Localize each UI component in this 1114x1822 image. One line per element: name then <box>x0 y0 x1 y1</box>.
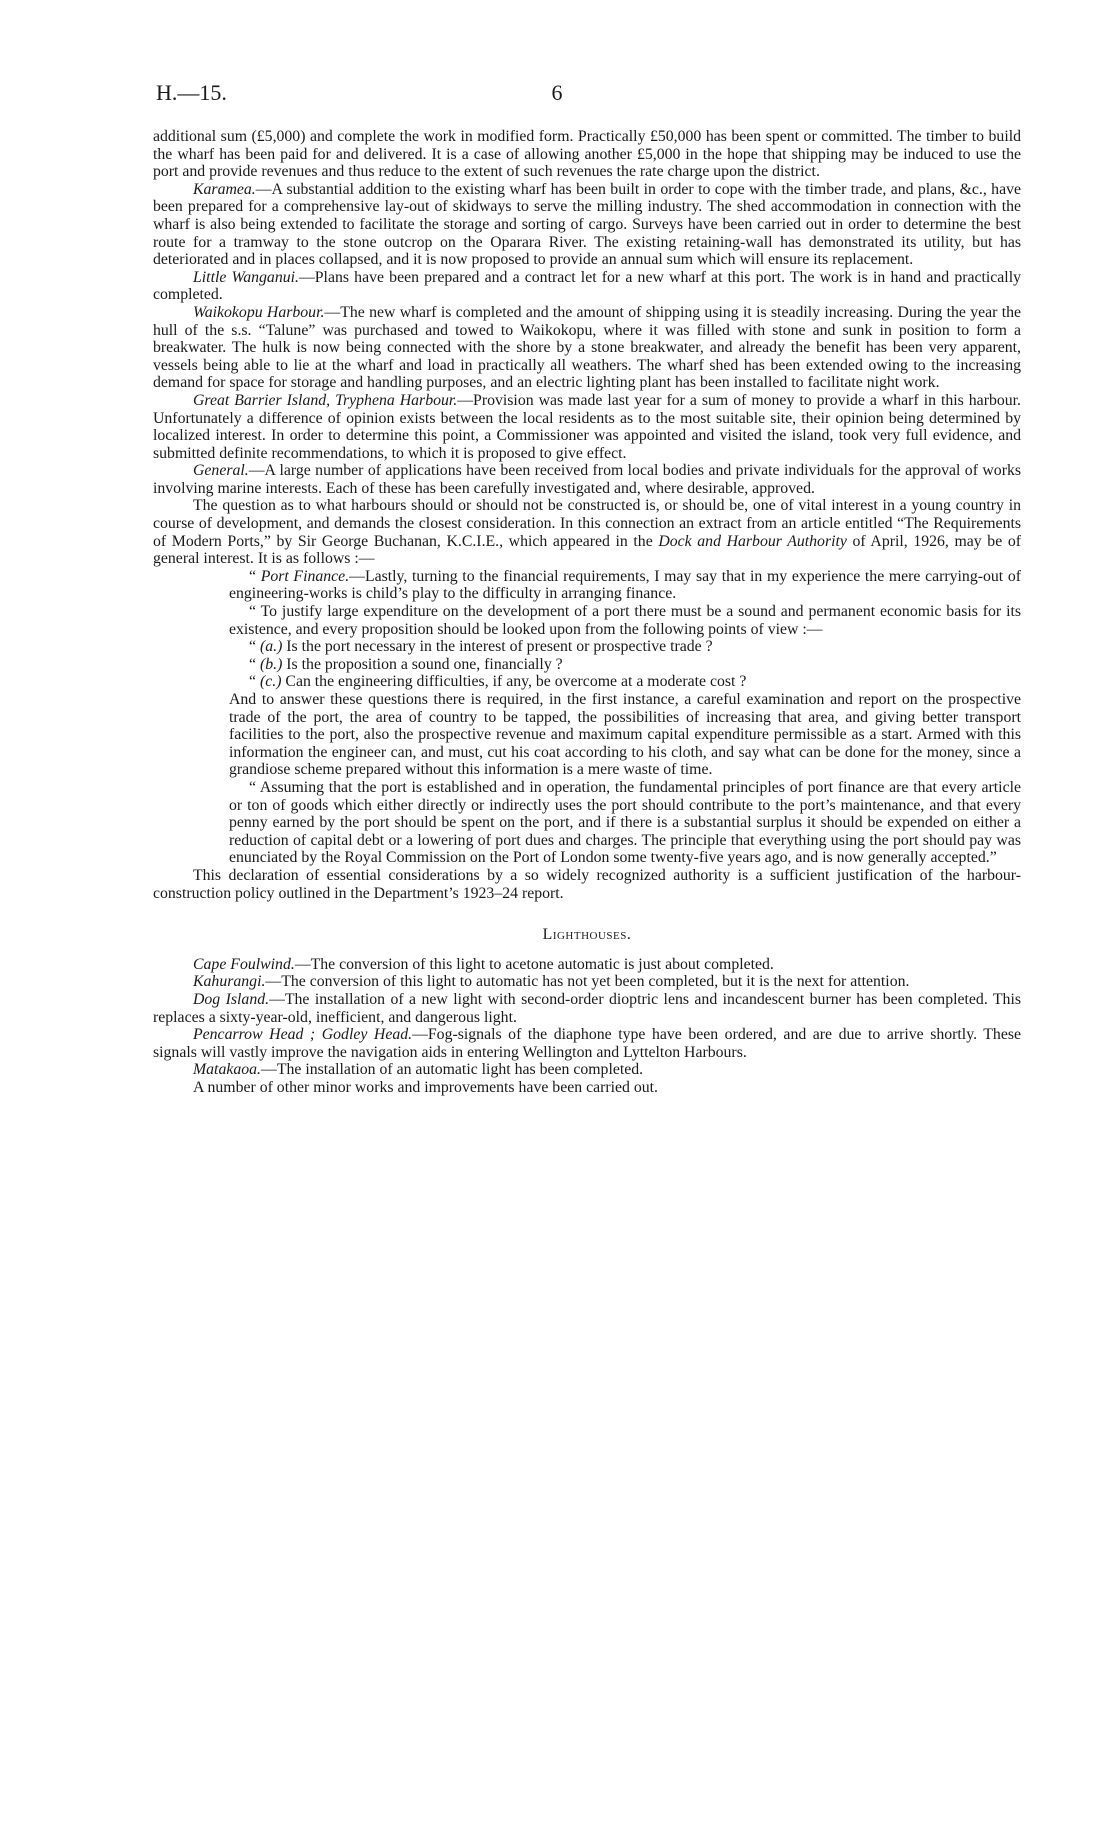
item-label: (a.) <box>259 638 283 656</box>
paragraph-title: Waikokopu Harbour. <box>193 303 325 321</box>
paragraph-text: —Plans have been prepared and a contract let for a new wharf at this port. The work is in hand and practically completed. <box>153 268 1021 304</box>
page-body <box>153 128 1021 1096</box>
paragraph-general <box>153 462 1021 497</box>
entry-text: —The conversion of this light to automatic has not yet been completed, but it is the next for attention. <box>265 973 910 991</box>
quote-item: “ (c.) Can the engineering difficulties, if any, be overcome at a moderate cost ? <box>249 673 747 691</box>
lighthouse-entry <box>153 956 1021 974</box>
section-heading: Lighthouses. <box>542 926 632 944</box>
entry-text: —The installation of an automatic light has been completed. <box>261 1061 644 1079</box>
paragraph-karamea <box>153 181 1021 269</box>
closing-paragraph: A number of other minor works and improvements have been carried out. <box>193 1078 658 1096</box>
paragraph-title: Little Wanganui. <box>193 268 299 286</box>
paragraph-little-wanganui <box>153 269 1021 304</box>
quote-title: Port Finance. <box>260 567 350 585</box>
paragraph-text: —Provision was made last year for a sum of money to provide a wharf in this harbour. Unfortunately a difference of opinion exists between the local residents as to the most suitable site, their opinion being determined by localized interest. In order to determine this point, a Commissioner was appointed and visited the island, took very full evidence, and submitted definite recommendations, to which it is proposed to give effect. <box>153 391 1021 462</box>
lighthouse-entry <box>153 991 1021 1026</box>
paragraph-title: Karamea. <box>193 180 256 198</box>
quote-item: “ (b.) Is the proposition a sound one, financially ? <box>249 655 563 673</box>
document-reference: H.—15. <box>156 80 227 105</box>
paragraph-text: —A substantial addition to the existing wharf has been built in order to cope with the timber trade, and plans, &c., have been prepared for a comprehensive lay-out of skidways to serve the milling industry. The shed accommodation in connection with the wharf is also being extended to facilitate the storage and sorting of cargo. Surveys have been carried out in order to determine the best route for a tramway to the stone outcrop on the Oparara River. The existing retaining-wall has demonstrated its utility, but has deteriorated and in places collapsed, and it is now proposed to provide an annual sum which will ensure its replacement. <box>153 180 1021 269</box>
intro-before: The question as to what harbours should or should not be constructed is, or should be, one of vital interest in a young country in course of development, and demands the closest consideration. In this connection an extract from an article entitled “The Requirements of Modern Ports,” by Sir George Buchanan, K.C.I.E., which appeared in the <box>153 497 1021 550</box>
item-text: Is the proposition a sound one, financially ? <box>282 655 563 673</box>
paragraph-continued: additional sum (£5,000) and complete the work in modified form. Practically £50,000 has been spent or committed. The timber to build the wharf has been paid for and delivered. It is a case of allowing another £5,000 in the hope that shipping may be induced to use the port and provide revenues and thus reduce to the extent of such revenues the rate charge upon the district. <box>153 128 1021 181</box>
lighthouse-entry <box>153 1026 1021 1061</box>
paragraph-waikokopu <box>153 304 1021 392</box>
entry-title: Pencarrow Head ; Godley Head. <box>193 1026 413 1044</box>
page-number: 6 <box>551 80 563 105</box>
quote-item: “ (a.) Is the port necessary in the interest of present or prospective trade ? <box>249 638 713 656</box>
paragraph-intro <box>153 497 1021 567</box>
item-text: Can the engineering difficulties, if any, be overcome at a moderate cost ? <box>281 673 747 691</box>
paragraph-great-barrier <box>153 392 1021 462</box>
quote-text: —Lastly, turning to the financial requirements, I may say that in my experience the mere carrying-out of engineering-works is child’s play to the difficulty in arranging finance. <box>229 567 1021 603</box>
entry-text: —The conversion of this light to acetone automatic is just about completed. <box>294 955 774 973</box>
paragraph-text: —The new wharf is completed and the amount of shipping using it is steadily increasing. During the year the hull of the s.s. “Talune” was purchased and towed to Waikokopu, where it was filled with stone and sunk in position to form a breakwater. The hulk is now being connected with the shore by a stone breakwater, and already the benefit has been very apparent, vessels being able to lie at the wharf and load in practically all weathers. The wharf shed has been extended owing to the increasing demand for space for storage and handling purposes, and an electric lighting plant has been installed to facilitate night work. <box>153 303 1021 392</box>
lighthouse-entry <box>153 973 1021 991</box>
quote-paragraph: “ To justify large expenditure on the development of a port there must be a sound and permanent economic basis for its existence, and every proposition should be looked upon from the following points of view :— <box>229 603 1021 638</box>
quote-paragraph: “ Port Finance.—Lastly, turning to the financial requirements, I may say that in my experience the mere carrying-out of engineering-works is child’s play to the difficulty in arranging finance. <box>229 567 1021 603</box>
block-quote <box>229 568 1021 867</box>
paragraph-title: Great Barrier Island, Tryphena Harbour. <box>193 391 458 409</box>
entry-title: Kahurangi. <box>193 973 266 991</box>
paragraph-text: —A large number of applications have been received from local bodies and private individuals for the approval of works involving marine interests. Each of these has been carefully investigated and, where desirable, approved. <box>153 462 1021 497</box>
lighthouse-entry <box>153 1061 1021 1079</box>
item-label: (b.) <box>259 655 283 673</box>
intro-after: of April, 1926, may be of general interest. It is as follows :— <box>153 532 1021 568</box>
item-label: (c.) <box>259 673 282 691</box>
entry-text: —Fog-signals of the diaphone type have been ordered, and are due to arrive shortly. These signals will vastly improve the navigation aids in entering Wellington and Lyttelton Harbours. <box>153 1026 1022 1061</box>
entry-title: Dog Island. <box>193 990 270 1008</box>
item-text: Is the port necessary in the interest of present or prospective trade ? <box>282 638 713 656</box>
journal-title: Dock and Harbour Authority <box>658 532 847 550</box>
entry-title: Cape Foulwind. <box>193 955 295 973</box>
quote-paragraph: “ Assuming that the port is established and in operation, the fundamental principles of port finance are that every article or ton of goods which either directly or indirectly uses the port should contribute to the port’s maintenance, and that every penny earned by the port should be spent on the port, and if there is a substantial surplus it should be expended on either a reduction of capital debt or a lowering of port dues and charges. The principle that everything using the port should pay was enunciated by the Royal Commission on the Port of London some twenty-five years ago, and is now generally accepted.” <box>229 778 1021 867</box>
paragraph-title: General. <box>193 462 249 480</box>
entry-title: Matakaoa. <box>193 1061 262 1079</box>
entry-text: —The installation of a new light with second-order dioptric lens and incandescent burner has been completed. This replaces a sixty-year-old, inefficient, and dangerous light. <box>153 990 1021 1026</box>
quote-paragraph: And to answer these questions there is required, in the first instance, a careful examination and report on the prospective trade of the port, the area of country to be tapped, the possibilities of increasing that area, and giving better transport facilities to the port, also the prospective revenue and maximum capital expenditure permissible as a start. Armed with this information the engineer can, and must, cut his coat according to his cloth, and say what can be done for the money, since a grandiose scheme prepared without this information is a mere waste of time. <box>229 691 1021 779</box>
conclusion-paragraph: This declaration of essential considerations by a so widely recognized authority is a sufficient justification of the harbour-construction policy outlined in the Department’s 1923–24 report. <box>153 866 1021 902</box>
